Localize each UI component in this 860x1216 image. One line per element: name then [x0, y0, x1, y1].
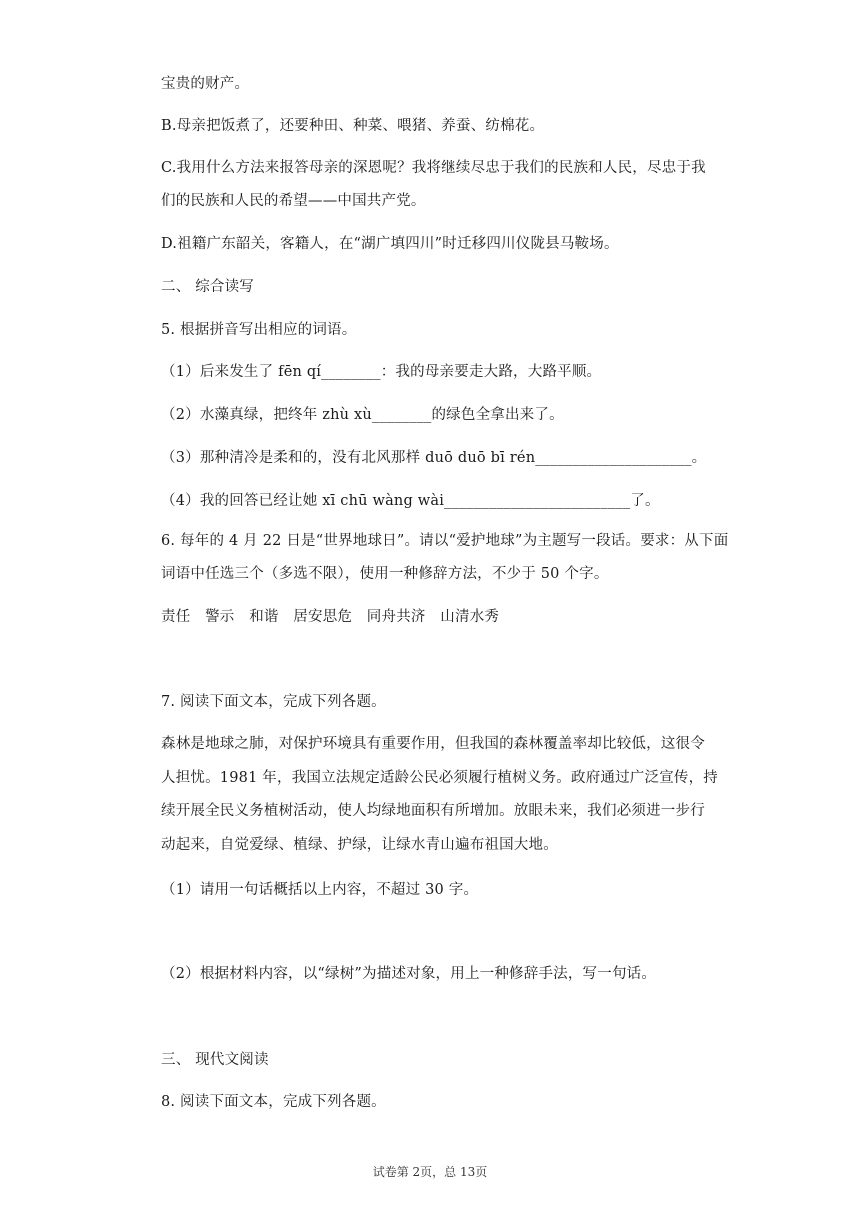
- question-5-item: （2）水藻真绿，把终年 zhù xù________的绿色全拿出来了。: [161, 407, 564, 423]
- word-list: 责任 警示 和谐 居安思危 同舟共济 山清水秀: [161, 609, 500, 625]
- option-d: D.祖籍广东韶关，客籍人，在“湖广填四川”时迁移四川仪陇县马鞍场。: [161, 236, 619, 252]
- page-footer: 试卷第 2页，总 13页: [372, 1165, 488, 1179]
- section-heading: 三、 现代文阅读: [161, 1052, 269, 1068]
- question-8: 8. 阅读下面文本，完成下列各题。: [161, 1094, 386, 1110]
- option-c: C.我用什么方法来报答母亲的深恩呢？我将继续尽忠于我们的民族和人民，尽忠于我: [161, 160, 706, 176]
- question-7-item: （1）请用一句话概括以上内容，不超过 30 字。: [161, 882, 479, 898]
- passage-line: 动起来，自觉爱绿、植绿、护绿，让绿水青山遍布祖国大地。: [161, 837, 558, 853]
- section-heading: 二、 综合读写: [161, 279, 255, 295]
- passage-line: 人担忧。1981 年，我国立法规定适龄公民必须履行植树义务。政府通过广泛宣传，持: [161, 770, 719, 786]
- text-line: 宝贵的财产。: [161, 76, 250, 92]
- question-7: 7. 阅读下面文本，完成下列各题。: [161, 694, 386, 710]
- question-7-item: （2）根据材料内容，以“绿树”为描述对象，用上一种修辞手法，写一句话。: [161, 966, 657, 982]
- option-b: B.母亲把饭煮了，还要种田、种菜、喂猪、养蚕、纺棉花。: [161, 118, 545, 134]
- question-6: 6. 每年的 4 月 22 日是“世界地球日”。请以“爱护地球”为主题写一段话。要求：从下面: [161, 533, 729, 549]
- question-5-item: （1）后来发生了 fēn qí________：我的母亲要走大路，大路平顺。: [161, 364, 602, 380]
- passage-line: 续开展全民义务植树活动，使人均绿地面积有所增加。放眼未来，我们必须进一步行: [161, 803, 705, 819]
- passage-line: 森林是地球之肺，对保护环境具有重要作用，但我国的森林覆盖率却比较低，这很令: [161, 736, 705, 752]
- question-5-item: （3）那种清冷是柔和的，没有北风那样 duō duō bī rén_____________________。: [161, 450, 707, 466]
- question-5: 5. 根据拼音写出相应的词语。: [161, 322, 357, 338]
- text-line: 们的民族和人民的希望——中国共产党。: [161, 193, 426, 209]
- text-line: 词语中任选三个（多选不限），使用一种修辞方法，不少于 50 个字。: [161, 566, 609, 582]
- question-5-item: （4）我的回答已经让她 xī chū wàng wài_________________________了。: [161, 493, 660, 509]
